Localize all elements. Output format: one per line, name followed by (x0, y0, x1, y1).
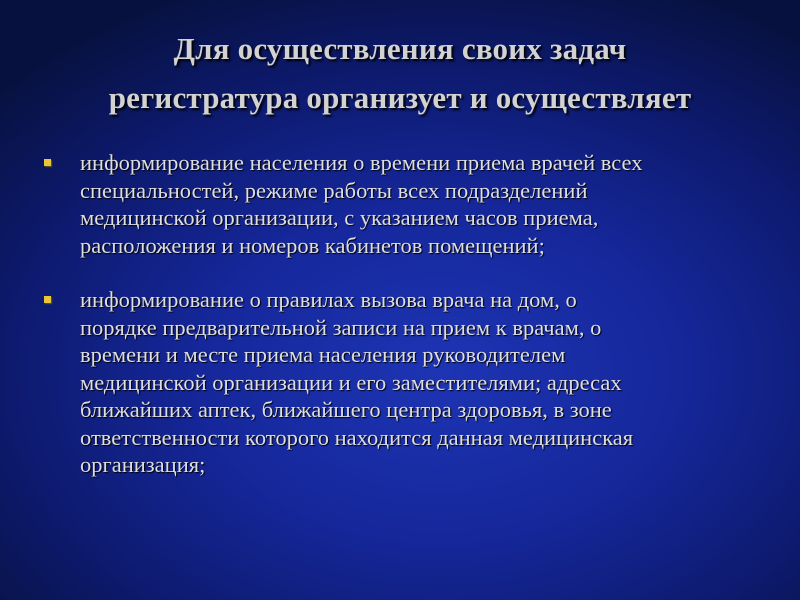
bullet-text-line: времени и месте приема населения руководителем (80, 342, 566, 367)
square-bullet-icon (44, 159, 51, 166)
bullet-text-line: медицинской организации и его заместителями; адресах (80, 369, 622, 395)
bullet-text-line: организация; (80, 452, 206, 477)
square-bullet-icon (44, 296, 51, 303)
bullet-text-line: специальностей, режиме работы всех подразделений (80, 177, 588, 203)
bullet-item-1 (42, 149, 772, 259)
bullet-item-2 (42, 286, 772, 479)
bullet-text-line: медицинской организации, с указанием часов приема, (80, 205, 599, 230)
bullet-text-line: расположения и номеров кабинетов помещений; (80, 232, 545, 258)
bullet-list (42, 149, 772, 479)
bullet-text-line: информирование населения о времени приема врачей всех (80, 150, 643, 175)
bullet-text-line: порядке предварительной записи на прием к врачам, о (80, 314, 602, 340)
bullet-text-line: информирование о правилах вызова врача на дом, о (80, 287, 577, 312)
bullet-text-line: ответственности которого находится данная медицинская (80, 424, 634, 450)
slide-title (40, 24, 760, 122)
slide-title-line-2: регистратура организует и осуществляет (108, 80, 692, 115)
slide-title-line-1: Для осуществления своих задач (173, 31, 627, 66)
bullet-text-line: ближайших аптек, ближайшего центра здоровья, в зоне (80, 397, 612, 422)
